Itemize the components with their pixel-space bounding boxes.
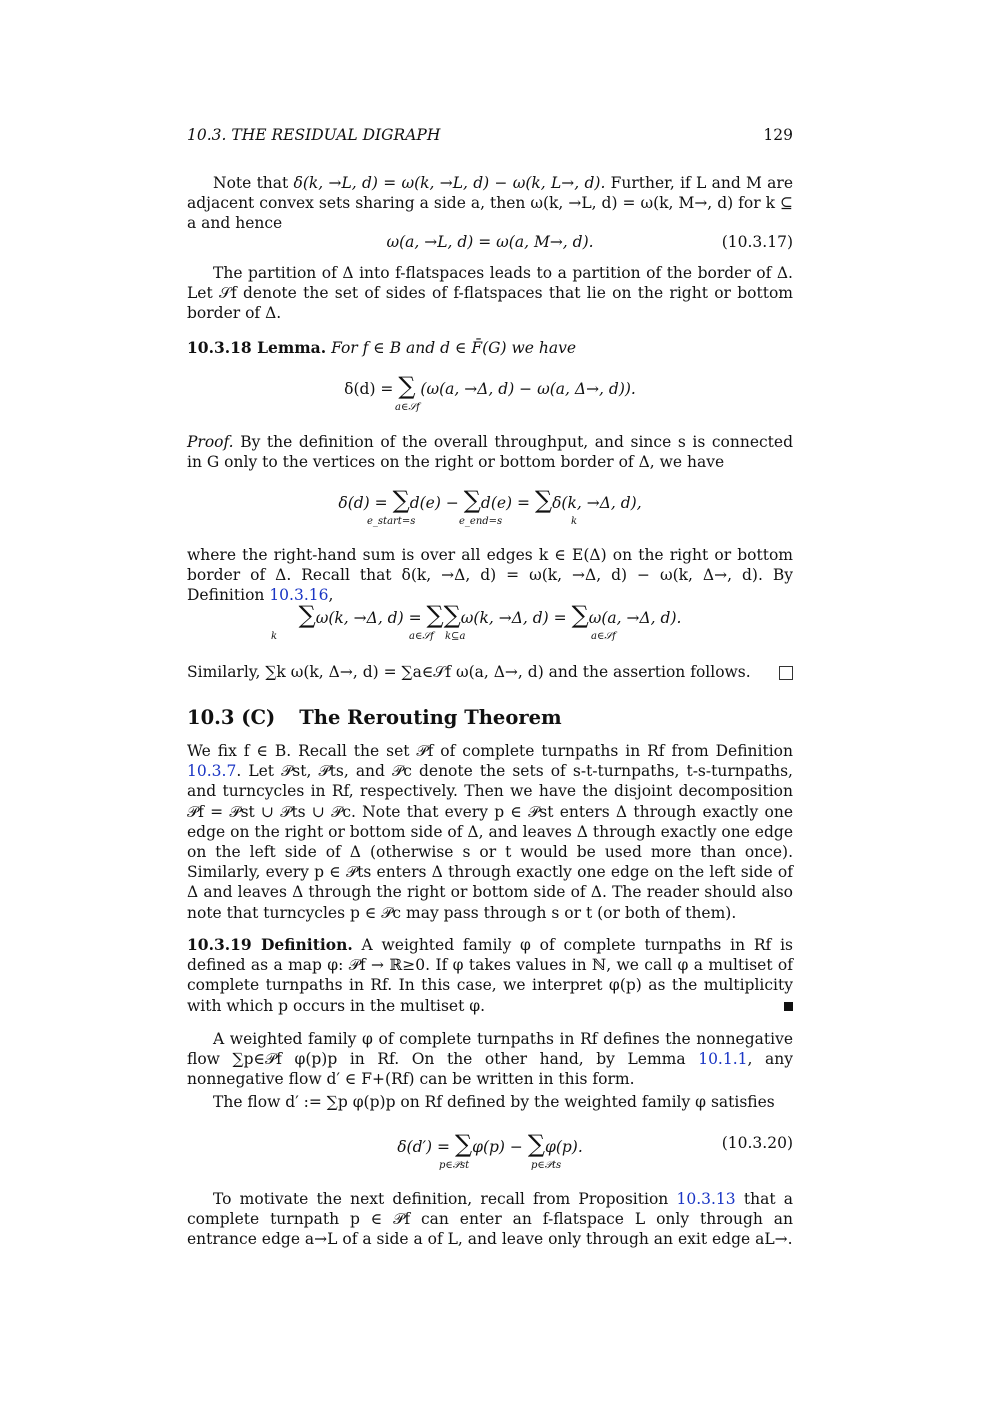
proof-label: Proof. xyxy=(187,433,234,451)
paragraph-similarly: Similarly, ∑k ω(k, Δ→, d) = ∑a∈𝒮f ω(a, Δ→, d) and the assertion follows. xyxy=(187,663,751,681)
equation-number-20: (10.3.20) xyxy=(721,1134,793,1152)
definition-block: 10.3.19 Definition. A weighted family φ of complete turnpaths in Rf is defined as a map φ: 𝒫f → ℝ≥0. If φ takes values in ℕ, we call φ a multiset of complete turnpaths in Rf. In this case, we interpret φ(p) as the multiplicity with which p occurs in the multiset φ. xyxy=(187,935,793,1015)
sum-symbol: ∑ xyxy=(426,601,444,629)
sum-subscript: p∈𝒫ts xyxy=(531,1160,562,1171)
equation-number-17: (10.3.17) xyxy=(721,233,793,251)
definition-label: 10.3.19 Definition. xyxy=(187,935,353,954)
page-number: 129 xyxy=(763,126,793,144)
equation-sum-chain: ∑ω(k, →Δ, d) = ∑∑ω(k, →Δ, d) = ∑ω(a, →Δ, d). xyxy=(298,601,682,629)
sum-subscript: a∈𝒮f xyxy=(591,631,616,642)
paragraph-intro: Note that δ(k, →L, d) = ω(k, →L, d) − ω(k, L→, d). Further, if L and M are adjacent convex sets sharing a side a, then ω(k, →L, d) = ω(k, M→, d) for k ⊆ a and hence xyxy=(187,174,793,233)
paragraph-decomposition: We fix f ∈ B. Recall the set 𝒫f of complete turnpaths in Rf from Definition 10.3.7. Let 𝒫st, 𝒫ts, and 𝒫c denote the sets of s-t-turnpaths, t-s-turnpaths, and turncycles in Rf, respectively. Then we have the disjoint decomposition 𝒫f = 𝒫st ∪ 𝒫ts ∪ 𝒫c. Note that every p ∈ 𝒫st enters Δ through exactly one edge on the right or bottom side of Δ, and leaves Δ through exactly one edge on the left side of Δ (otherwise s or t would be used more than once). Similarly, every p ∈ 𝒫ts enters Δ through exactly one edge on the left side of Δ and leaves Δ through the right or bottom side of Δ. The reader should also note that turncycles p ∈ 𝒫c may pass through s or t (or both of them). xyxy=(187,742,793,922)
sum-symbol: ∑ xyxy=(463,486,481,514)
sum-subscript: a∈𝒮f xyxy=(409,631,434,642)
paragraph-motivation: To motivate the next definition, recall from Proposition 10.3.13 that a complete turnpath p ∈ 𝒫f can enter an f-flatspace L only through an entrance edge a→L of a side a of L, and leave only through an exit edge aL→. xyxy=(187,1190,793,1249)
section-title: The Rerouting Theorem xyxy=(299,706,562,729)
end-of-definition-mark xyxy=(784,1002,793,1011)
qed-symbol xyxy=(779,666,793,680)
paragraph-flow: The flow d′ := ∑p φ(p)p on Rf defined by the weighted family φ satisfies xyxy=(213,1093,775,1111)
paragraph-weighted-family: A weighted family φ of complete turnpaths in Rf defines the nonnegative flow ∑p∈𝒫f φ(p)p in Rf. On the other hand, by Lemma 10.1.1, any nonnegative flow d′ ∈ F+(Rf) can be written in this form. xyxy=(187,1030,793,1089)
header-title: 10.3. THE RESIDUAL DIGRAPH xyxy=(187,126,441,144)
equation-10-3-20: δ(d′) = ∑φ(p) − ∑φ(p). xyxy=(397,1130,583,1158)
link-proposition-10-3-13[interactable]: 10.3.13 xyxy=(676,1190,736,1208)
lemma-statement: 10.3.18 Lemma. For f ∈ B and d ∈ F̄(G) we have xyxy=(187,338,577,357)
sum-subscript: k xyxy=(271,631,278,642)
sum-subscript: a∈𝒮f xyxy=(395,402,420,413)
sum-subscript: e_start=s xyxy=(367,516,416,527)
section-heading xyxy=(187,706,562,729)
sum-subscript: p∈𝒫st xyxy=(439,1160,470,1171)
sum-symbol: ∑ xyxy=(398,372,416,400)
equation-lemma: δ(d) = ∑ (ω(a, →Δ, d) − ω(a, Δ→, d)). xyxy=(344,372,636,400)
sum-symbol: ∑ xyxy=(571,601,589,629)
equation-10-3-17: ω(a, →L, d) = ω(a, M→, d). xyxy=(386,233,594,251)
link-definition-10-3-7[interactable]: 10.3.7 xyxy=(187,762,237,781)
sum-subscript: e_end=s xyxy=(459,516,503,527)
paragraph-partition: The partition of Δ into f-flatspaces leads to a partition of the border of Δ. Let 𝒮f denote the set of sides of f-flatspaces that lie on the right or bottom border of Δ. xyxy=(187,264,793,323)
sum-symbol: ∑ xyxy=(298,601,316,629)
sum-symbol: ∑ xyxy=(443,601,461,629)
sum-symbol: ∑ xyxy=(534,486,553,514)
running-header xyxy=(187,126,793,144)
lemma-label: 10.3.18 Lemma. xyxy=(187,338,327,357)
section-number: 10.3 (C) xyxy=(187,706,276,729)
sum-symbol: ∑ xyxy=(454,1130,473,1158)
paragraph-right-hand-sum: where the right-hand sum is over all edges k ∈ E(Δ) on the right or bottom border of Δ. Recall that δ(k, →Δ, d) = ω(k, →Δ, d) − ω(k, Δ→, d). By Definition 10.3.16, xyxy=(187,546,793,605)
sum-symbol: ∑ xyxy=(527,1130,545,1158)
sum-subscript: k⊆a xyxy=(445,631,466,642)
sum-symbol: ∑ xyxy=(392,486,410,514)
link-lemma-10-1-1[interactable]: 10.1.1 xyxy=(698,1050,748,1069)
link-definition-10-3-16[interactable]: 10.3.16 xyxy=(269,586,329,605)
sum-subscript: k xyxy=(571,516,578,527)
equation-proof: δ(d) = ∑d(e) − ∑d(e) = ∑δ(k, →Δ, d), xyxy=(338,486,642,514)
proof-paragraph: Proof. By the definition of the overall throughput, and since s is connected in G only to the vertices on the right or bottom border of Δ, we have xyxy=(187,433,793,472)
